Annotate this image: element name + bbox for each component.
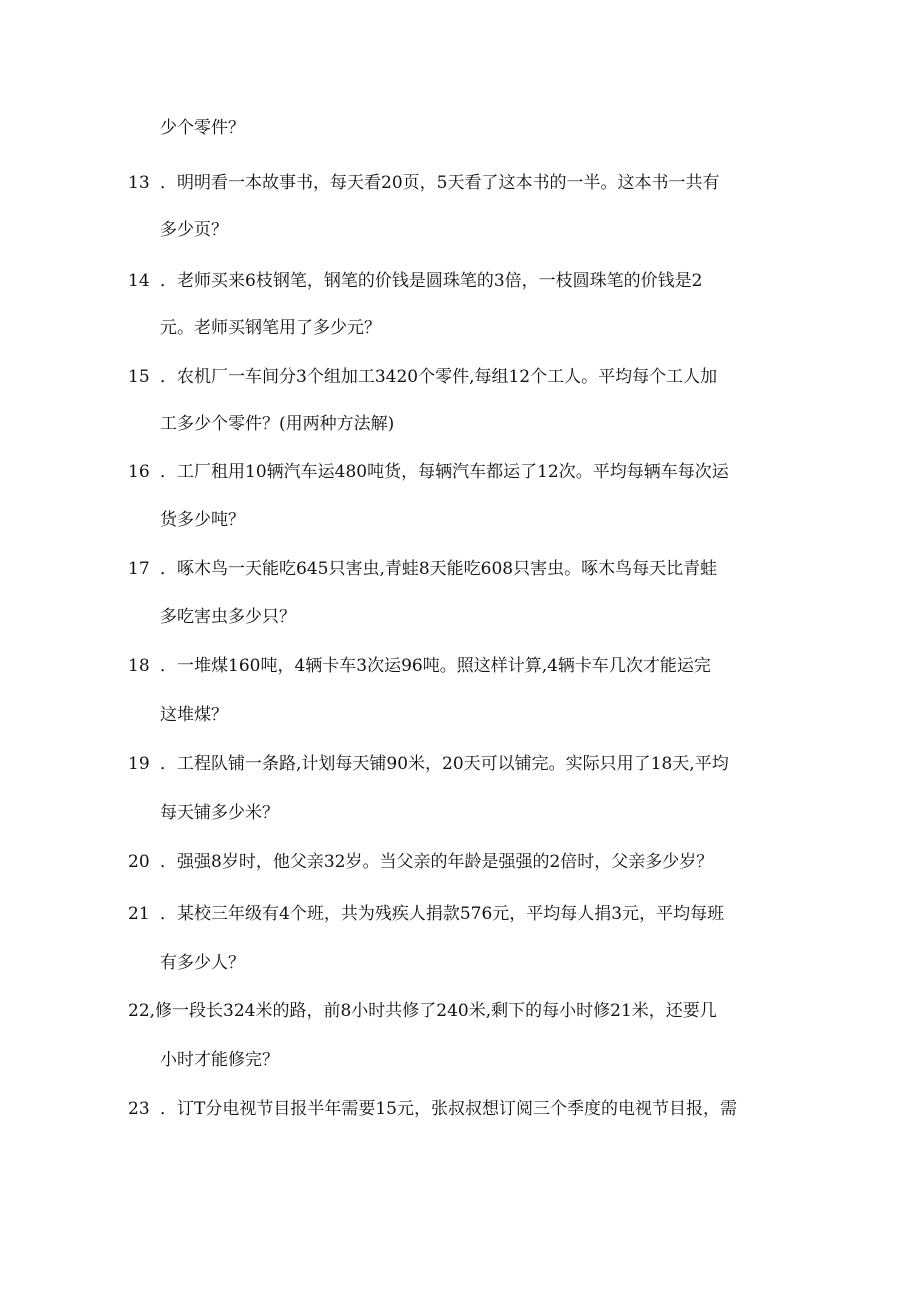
problem-text-line: 小时才能修完？ — [160, 1050, 279, 1070]
problem-text-line: 工多少个零件？(用两种方法解) — [160, 414, 395, 434]
problem-number: 19 — [128, 754, 150, 774]
problem-text-line: ．订T分电视节目报半年需要15元，张叔叔想订阅三个季度的电视节目报，需 — [160, 1099, 737, 1119]
problem-number: 15 — [128, 367, 150, 387]
problem-text-line: 22,修一段长324米的路，前8小时共修了240米,剩下的每小时修21米，还要几 — [128, 1001, 717, 1021]
problem-text-line: ．工厂租用10辆汽车运480吨货，每辆汽车都运了12次。平均每辆车每次运 — [160, 462, 729, 482]
problem-text-line: 有多少人？ — [160, 953, 245, 973]
problem-number: 14 — [128, 271, 150, 291]
problem-number: 17 — [128, 559, 150, 579]
problem-text-line: ．啄木鸟一天能吃645只害虫,青蛙8天能吃608只害虫。啄木鸟每天比青蛙 — [160, 559, 718, 579]
problem-text-line: 每天铺多少米？ — [160, 803, 279, 823]
problem-number: 21 — [128, 904, 150, 924]
problem-text-line: ．某校三年级有4个班，共为残疾人捐款576元，平均每人捐3元，平均每班 — [160, 904, 725, 924]
problem-number: 13 — [128, 173, 150, 193]
problem-text-line: 多吃害虫多少只？ — [160, 607, 296, 627]
problem-number: 18 — [128, 656, 150, 676]
problem-text-line: ．强强8岁时，他父亲32岁。当父亲的年龄是强强的2倍时，父亲多少岁？ — [160, 852, 714, 872]
problem-text-line: ．一堆煤160吨，4辆卡车3次运96吨。照这样计算,4辆卡车几次才能运完 — [160, 656, 711, 676]
problem-text-line: 多少页？ — [160, 220, 228, 240]
problem-number: 16 — [128, 462, 150, 482]
problem-text-line: ．老师买来6枝钢笔，钢笔的价钱是圆珠笔的3倍，一枝圆珠笔的价钱是2 — [160, 271, 703, 291]
problem-text-line: 少个零件？ — [160, 118, 245, 138]
problem-text-line: ．农机厂一车间分3个组加工3420个零件,每组12个工人。平均每个工人加 — [160, 367, 718, 387]
problem-number: 23 — [128, 1099, 150, 1119]
problem-text-line: 元。老师买钢笔用了多少元？ — [160, 318, 381, 338]
problem-text-line: 这堆煤？ — [160, 705, 228, 725]
problem-text-line: ．工程队铺一条路,计划每天铺90米，20天可以铺完。实际只用了18天,平均 — [160, 754, 729, 774]
problem-number: 20 — [128, 852, 150, 872]
problem-text-line: 货多少吨？ — [160, 510, 245, 530]
problem-text-line: ．明明看一本故事书，每天看20页，5天看了这本书的一半。这本书一共有 — [160, 173, 720, 193]
